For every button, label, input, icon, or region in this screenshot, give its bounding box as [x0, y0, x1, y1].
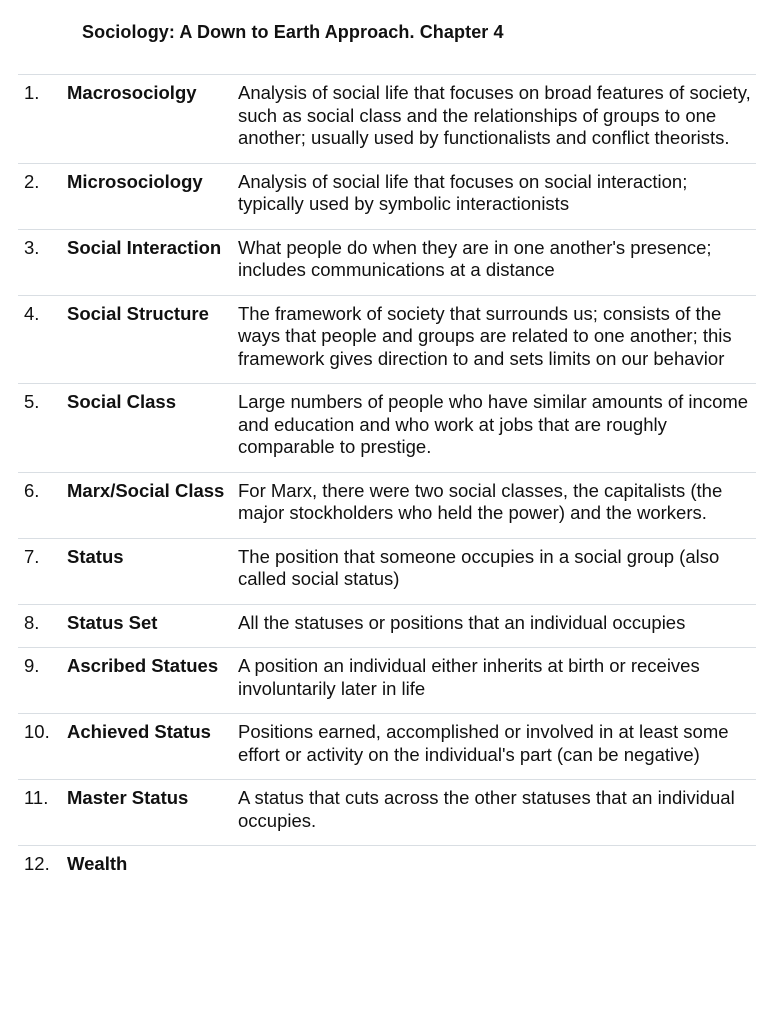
page-title: Sociology: A Down to Earth Approach. Chapter 4 [82, 22, 504, 42]
term-definition: The position that someone occupies in a social group (also called social status) [238, 545, 720, 589]
term-number: 3. [24, 236, 40, 258]
term-name: Microsociology [67, 170, 203, 192]
term-name: Macrosociolgy [67, 82, 197, 103]
term-number: 7. [24, 545, 40, 567]
term-definition: All the statuses or positions that an individual occupies [238, 611, 686, 633]
term-name: Ascribed Statues [67, 655, 219, 676]
table-row [18, 472, 756, 538]
table-row [18, 163, 756, 229]
term-number: 2. [24, 170, 40, 192]
term-name: Master Status [67, 787, 189, 808]
term-number: 11. [24, 787, 49, 808]
table-row [18, 384, 756, 473]
term-name: Wealth [67, 853, 128, 874]
term-number: 6. [24, 479, 40, 501]
term-name: Status Set [67, 611, 158, 633]
term-name: Status [67, 545, 124, 567]
table-row [18, 846, 756, 889]
term-name: Social Structure [67, 302, 209, 324]
table-row [18, 714, 756, 780]
term-number: 12. [24, 853, 50, 874]
term-name: Social Class [67, 391, 177, 412]
table-row [18, 538, 756, 604]
term-number: 5. [24, 391, 40, 412]
term-definition: Positions earned, accomplished or involved in at least some effort or activity on the individual's part (can be negative) [238, 721, 729, 765]
table-row [18, 75, 756, 164]
table-row [18, 604, 756, 648]
term-definition: Large numbers of people who have similar amounts of income and education and who work at jobs that are roughly comparable to prestige. [238, 391, 749, 457]
table-row [18, 648, 756, 714]
term-name: Achieved Status [67, 721, 211, 742]
term-definition: For Marx, there were two social classes, the capitalists (the major stockholders who held the power) and the workers. [238, 479, 723, 523]
table-row [18, 295, 756, 384]
term-number: 9. [24, 655, 40, 676]
term-definition: Analysis of social life that focuses on broad features of society, such as social class and the relationships of groups to one another; usually used by functionalists and conflict theorists. [238, 82, 751, 148]
table-row [18, 780, 756, 846]
term-definition: A position an individual either inherits at birth or receives involuntarily later in life [238, 655, 700, 699]
table-row [18, 229, 756, 295]
term-number: 4. [24, 302, 40, 324]
term-name: Marx/Social Class [67, 479, 225, 501]
term-definition: A status that cuts across the other statuses that an individual occupies. [238, 787, 735, 831]
terms-table [18, 74, 756, 889]
term-definition: The framework of society that surrounds us; consists of the ways that people and groups are related to one another; this framework gives direction to and sets limits on our behavior [238, 302, 732, 369]
term-number: 8. [24, 611, 40, 633]
term-number: 10. [24, 721, 50, 742]
term-definition: Analysis of social life that focuses on social interaction; typically used by symbolic interactionists [238, 170, 688, 214]
term-name: Social Interaction [67, 236, 222, 258]
term-definition: What people do when they are in one another's presence; includes communications at a distance [238, 236, 712, 280]
term-number: 1. [24, 82, 40, 103]
